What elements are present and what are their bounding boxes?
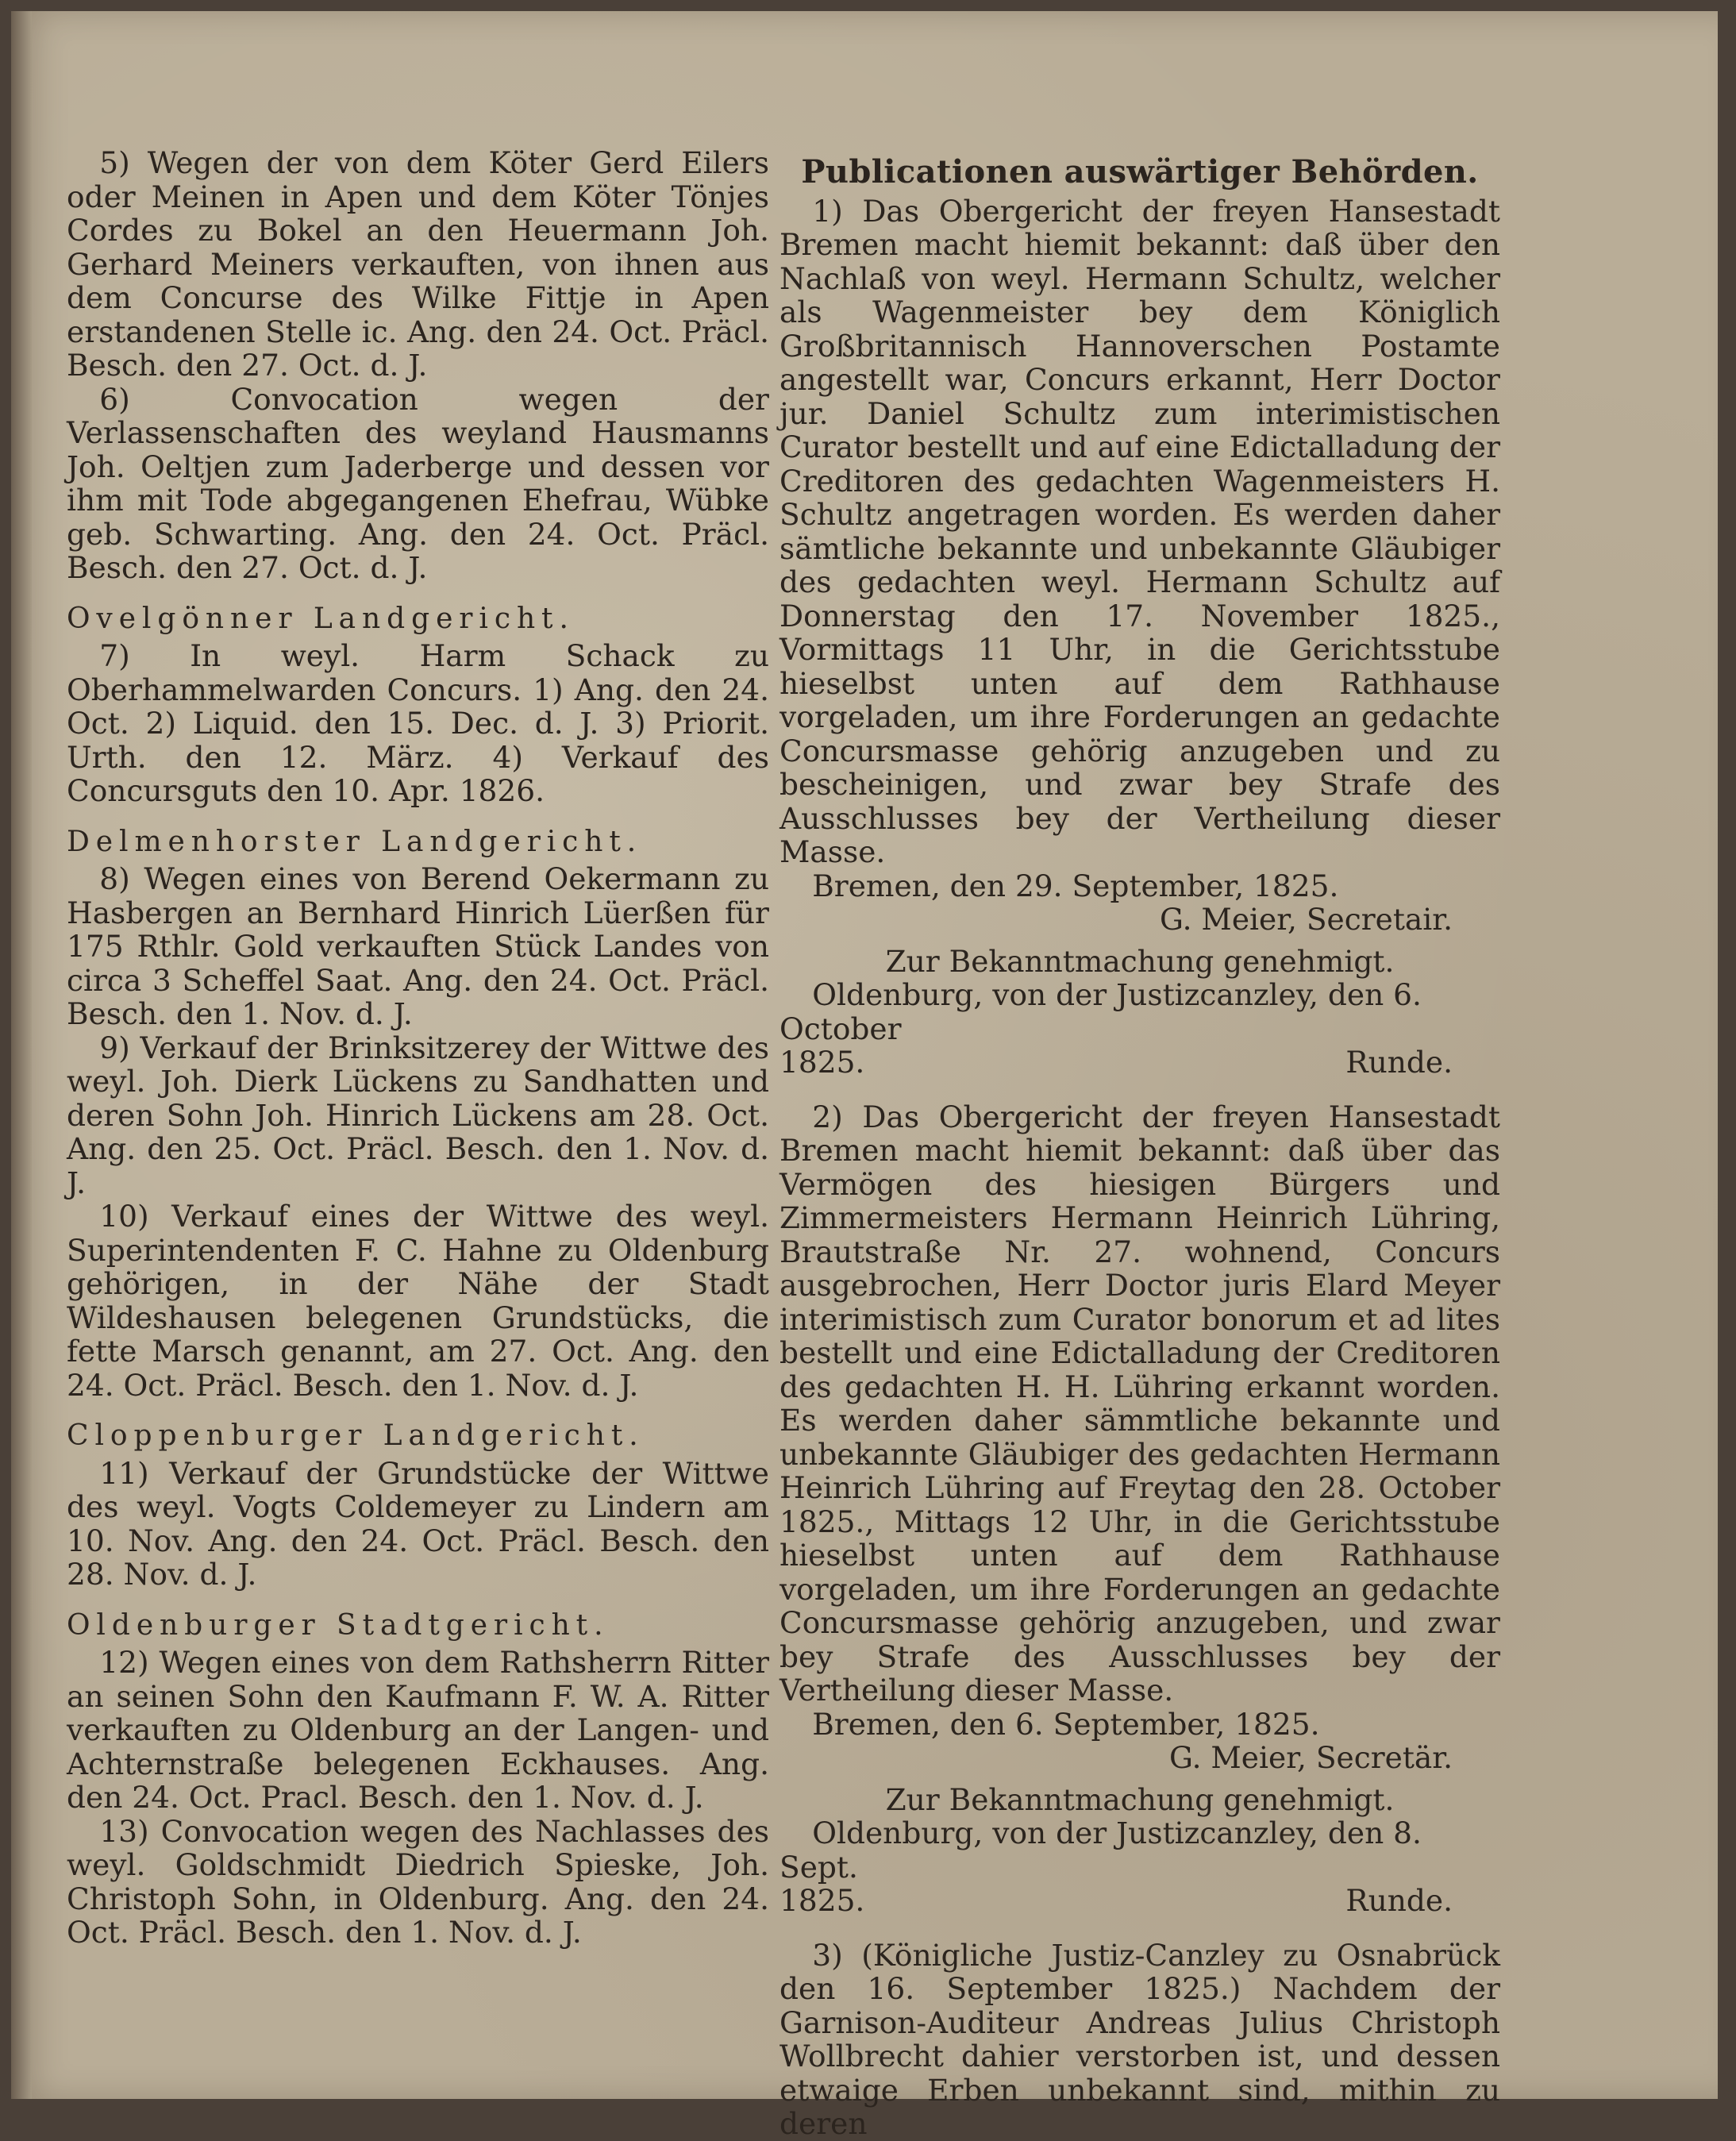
left-column <box>67 146 769 1950</box>
notice-11: 11) Verkauf der Grundstücke der Wittwe des weyl. Vogts Coldemeyer zu Lindern am 10. Nov. Ang. den 24. Oct. Präcl. Besch. den 28. Nov. d. J. <box>67 1455 769 1592</box>
court-heading-delmenhorst: Delmenhorster Landgericht. <box>67 825 643 858</box>
publication-2-year-line <box>779 1884 1500 1918</box>
book-gutter <box>11 11 32 2099</box>
publication-1-approval: Zur Bekanntmachung genehmigt. <box>885 943 1395 979</box>
notice-8: 8) Wegen eines von Berend Oekermann zu Hasbergen an Bernhard Hinrich Lüerßen für 175 Rthlr. Gold verkauften Stück Landes von circa 3 Scheffel Saat. Ang. den 24. Oct. Präcl. Besch. den 1. Nov. d. J. <box>67 861 769 1031</box>
publication-1-place: Oldenburg, von der Justizcanzley, den 6. October <box>779 977 1422 1046</box>
publication-3: 3) (Königliche Justiz-Canzley zu Osnabrück den 16. September 1825.) Nachdem der Garnison-Auditeur Andreas Julius Christoph Wollbrecht dahier verstorben ist, und dessen etwaige Erben unbekannt sind, mithin zu deren <box>779 1937 1500 2141</box>
court-heading-ovelgoenne: Ovelgönner Landgericht. <box>67 602 575 635</box>
publication-2-date: Bremen, den 6. September, 1825. <box>812 1706 1320 1742</box>
publication-1-signature: G. Meier, Secretair. <box>1159 902 1453 937</box>
spacer <box>779 1918 1500 1939</box>
publication-1-date: Bremen, den 29. September, 1825. <box>812 868 1339 903</box>
notice-13: 13) Convocation wegen des Nachlasses des weyl. Goldschmidt Diedrich Spieske, Joh. Christoph Sohn, in Oldenburg. Ang. den 24. Oct. Präcl. Besch. den 1. Nov. d. J. <box>67 1813 769 1950</box>
court-heading-cloppenburg: Cloppenburger Landgericht. <box>67 1419 645 1452</box>
publication-2-place: Oldenburg, von der Justizcanzley, den 8. Sept. <box>779 1816 1422 1885</box>
spacer <box>779 1080 1500 1100</box>
notice-10: 10) Verkauf eines der Wittwe des weyl. Superintendenten F. C. Hahne zu Oldenburg gehörigen, in der Nähe der Stadt Wildeshausen belegenen Grundstücks, die fette Marsch genannt, am 27. Oct. Ang. den 24. Oct. Präcl. Besch. den 1. Nov. d. J. <box>67 1199 769 1403</box>
publication-1-runde: Runde. <box>1345 1045 1453 1080</box>
section-heading: Publicationen auswärtiger Behörden. <box>801 153 1479 191</box>
publication-2-signature: G. Meier, Secretär. <box>1168 1740 1453 1775</box>
notice-5: 5) Wegen der von dem Köter Gerd Eilers oder Meinen in Apen und dem Köter Tönjes Cordes zu Bokel an den Heuermann Joh. Gerhard Meiners verkauften, von ihnen aus dem Concurse des Wilke Fittje in Apen erstandenen Stelle ic. Ang. den 24. Oct. Präcl. Besch. den 27. Oct. d. J. <box>67 145 769 383</box>
court-heading-oldenburg: Oldenburger Stadtgericht. <box>67 1608 610 1642</box>
notice-6: 6) Convocation wegen der Verlassenschaften des weyland Hausmanns Joh. Oeltjen zum Jaderberge und dessen vor ihm mit Tode abgegangenen Ehefrau, Wübke geb. Schwarting. Ang. den 24. Oct. Präcl. Besch. den 27. Oct. d. J. <box>67 381 769 585</box>
right-column <box>779 153 1500 2141</box>
publication-2-year: 1825. <box>779 1883 865 1918</box>
publication-1: 1) Das Obergericht der freyen Hansestadt Bremen macht hiemit bekannt: daß über den Nachlaß von weyl. Hermann Schultz, welcher als Wagenmeister bey dem Königlich Großbritannisch Hannoverschen Postamte angestellt war, Concurs erkannt, Herr Doctor jur. Daniel Schultz zum interimistischen Curator bestellt und auf eine Edictalladung der Creditoren des gedachten Wagenmeisters H. Schultz angetragen worden. Es werden daher sämtliche bekannte und unbekannte Gläubiger des gedachten weyl. Hermann Schultz auf Donnerstag den 17. November 1825., Vormittags 11 Uhr, in die Gerichtsstube hieselbst unten auf dem Rathhause vorgeladen, um ihre Forderungen an gedachte Concursmasse gehörig anzugeben und zu bescheinigen, und zwar bey Strafe des Ausschlusses bey der Vertheilung dieser Masse. <box>779 193 1500 869</box>
notice-7: 7) In weyl. Harm Schack zu Oberhammelwarden Concurs. 1) Ang. den 24. Oct. 2) Liquid. den 15. Dec. d. J. 3) Priorit. Urth. den 12. März. 4) Verkauf des Concursguts den 10. Apr. 1826. <box>67 638 769 808</box>
publication-2: 2) Das Obergericht der freyen Hansestadt Bremen macht hiemit bekannt: daß über das Vermögen des hiesigen Bürgers und Zimmermeisters Hermann Heinrich Lühring, Brautstraße Nr. 27. wohnend, Concurs ausgebrochen, Herr Doctor juris Elard Meyer interimistisch zum Curator bonorum et ad lites bestellt und eine Edictalladung der Creditoren des gedachten H. H. Lühring erkannt worden. Es werden daher sämmtliche bekannte und unbekannte Gläubiger des gedachten Hermann Heinrich Lühring auf Freytag den 28. October 1825., Mittags 12 Uhr, in die Gerichtsstube hieselbst unten auf dem Rathhause vorgeladen, um ihre Forderungen an gedachte Concursmasse gehörig anzugeben, und zwar bey Strafe des Ausschlusses bey der Vertheilung dieser Masse. <box>779 1099 1500 1708</box>
publication-1-year: 1825. <box>779 1045 865 1080</box>
publication-2-runde: Runde. <box>1345 1883 1453 1918</box>
publication-1-year-line <box>779 1045 1500 1080</box>
notice-9: 9) Verkauf der Brinksitzerey der Wittwe des weyl. Joh. Dierk Lückens zu Sandhatten und deren Sohn Joh. Hinrich Lückens am 28. Oct. Ang. den 25. Oct. Präcl. Besch. den 1. Nov. d. J. <box>67 1030 769 1200</box>
publication-2-approval: Zur Bekanntmachung genehmigt. <box>885 1781 1395 1817</box>
scanned-page <box>11 11 1718 2141</box>
notice-12: 12) Wegen eines von dem Rathsherrn Ritter an seinen Sohn den Kaufmann F. W. A. Ritter verkauften zu Oldenburg an der Langen- und Achternstraße belegenen Eckhauses. Ang. den 24. Oct. Pracl. Besch. den 1. Nov. d. J. <box>67 1645 769 1815</box>
